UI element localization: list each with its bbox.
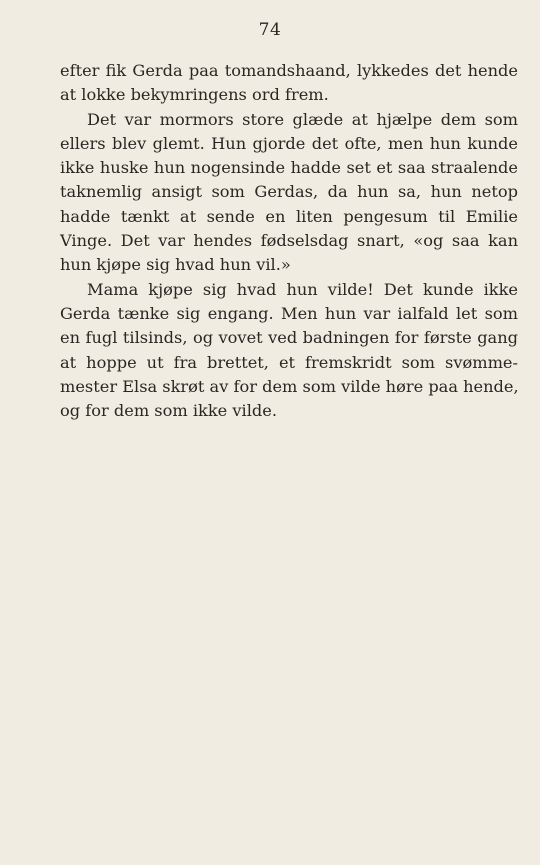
text-line: Mama kjøpe sig hvad hun vilde! Det kunde ikke	[87, 279, 518, 299]
text-line: ikke huske hun nogensinde hadde set et saa straalende	[60, 158, 518, 178]
text-line: og for dem som ikke vilde.	[60, 401, 277, 421]
text-line: hun kjøpe sig hvad hun vil.»	[60, 255, 291, 275]
page-number: 74	[258, 20, 282, 40]
text-line: efter fik Gerda paa tomandshaand, lykkedes det hende	[60, 61, 518, 80]
text-line: Gerda tænke sig engang. Men hun var ialfald let som	[60, 303, 518, 323]
body-text	[60, 59, 518, 423]
text-line: en fugl tilsinds, og vovet ved badningen for første gang	[60, 328, 518, 348]
text-line: at hoppe ut fra brettet, et fremskridt som svømme-	[60, 352, 518, 372]
text-line: Det var mormors store glæde at hjælpe dem som	[87, 109, 518, 129]
text-line: ellers blev glemt. Hun gjorde det ofte, men hun kunde	[60, 133, 518, 153]
text-line: at lokke bekymringens ord frem.	[60, 85, 329, 105]
text-line: Vinge. Det var hendes fødselsdag snart, «og saa kan	[60, 231, 518, 251]
text-line: mester Elsa skrøt av for dem som vilde høre paa hende,	[60, 376, 519, 396]
text-line: taknemlig ansigt som Gerdas, da hun sa, hun netop	[60, 182, 518, 202]
text-line: hadde tænkt at sende en liten pengesum til Emilie	[60, 206, 518, 226]
